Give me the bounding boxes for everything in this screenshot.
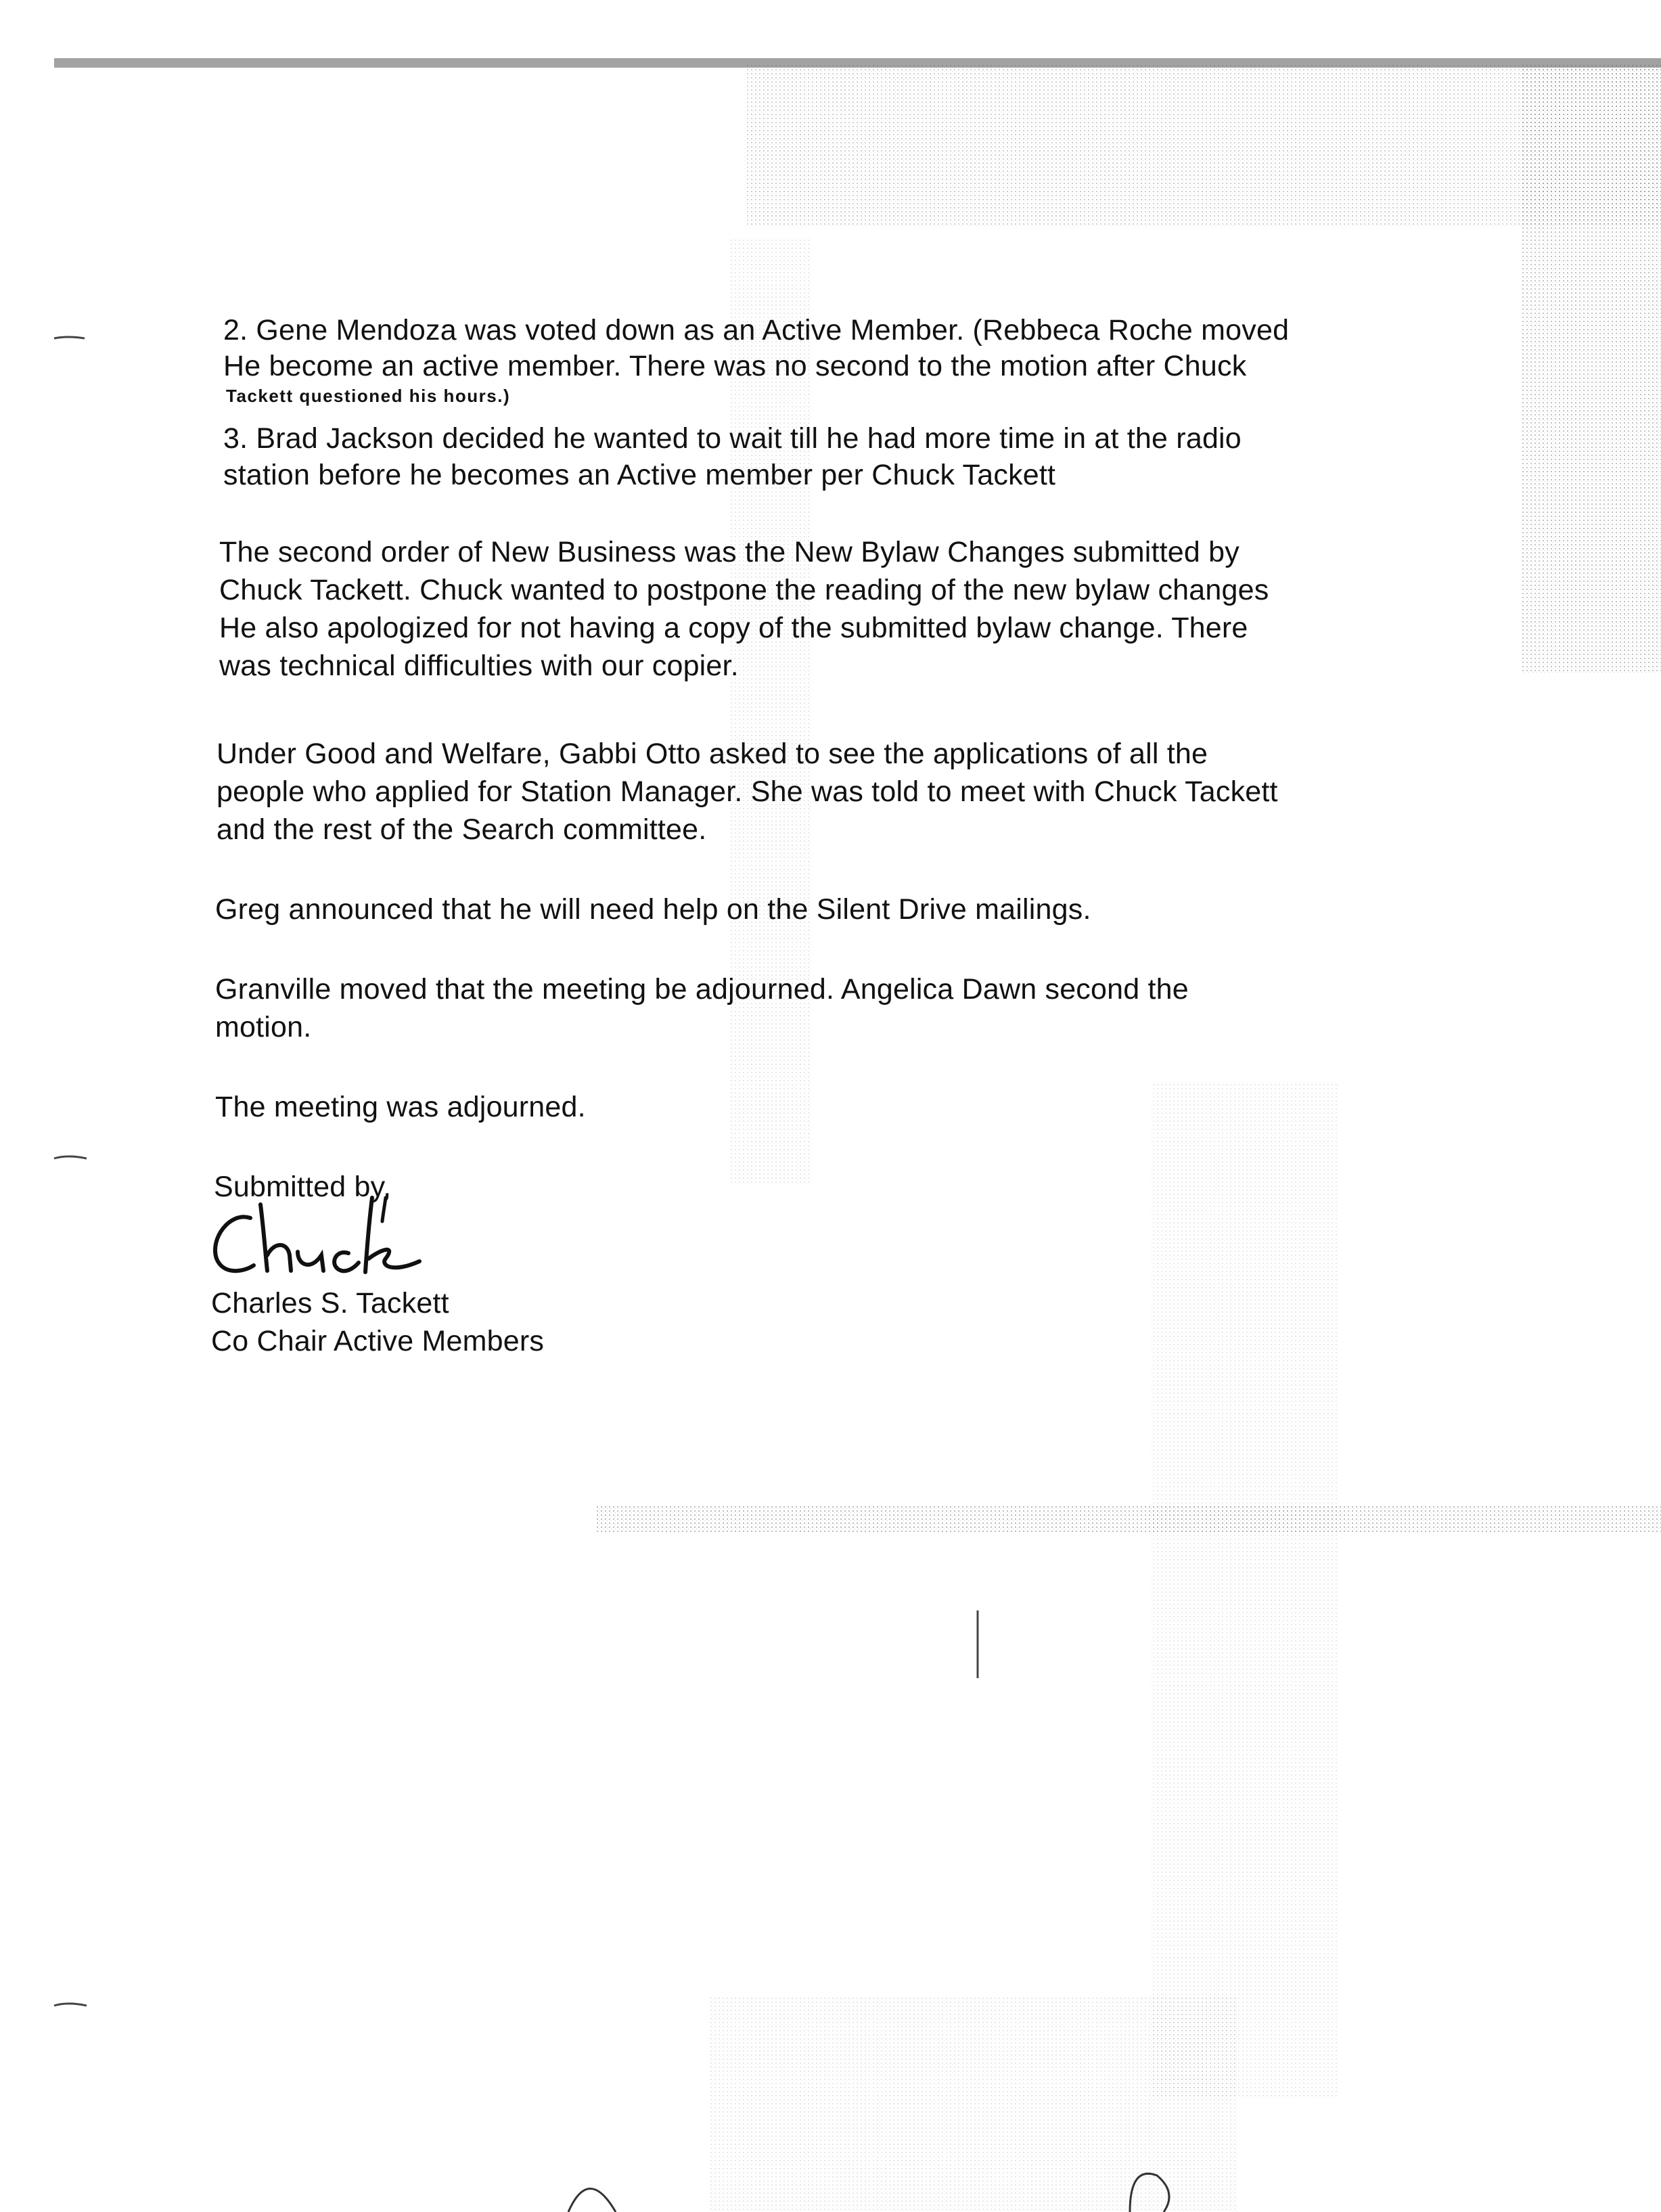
- bylaw-line2: Chuck Tackett. Chuck wanted to postpone the reading of the new bylaw changes: [219, 574, 1269, 606]
- welfare-line3: and the rest of the Search committee.: [217, 813, 707, 846]
- item3-line1: 3. Brad Jackson decided he wanted to wait till he had more time in at the radio: [223, 422, 1242, 455]
- greg-paragraph: Greg announced that he will need help on the Silent Drive mailings.: [215, 893, 1091, 926]
- signature-chuck: [203, 1191, 447, 1286]
- bylaw-line4: was technical difficulties with our copier.: [219, 650, 739, 682]
- signer-name: Charles S. Tackett: [211, 1287, 449, 1319]
- item2-note: Tackett questioned his hours.): [226, 386, 511, 406]
- item2-line2: He become an active member. There was no second to the motion after Chuck: [223, 350, 1247, 382]
- meeting-adjourned: The meeting was adjourned.: [215, 1091, 586, 1123]
- adjourn-line1: Granville moved that the meeting be adjourned. Angelica Dawn second the: [215, 973, 1189, 1006]
- welfare-line1: Under Good and Welfare, Gabbi Otto asked to see the applications of all the: [217, 738, 1208, 770]
- submitted-by: Submitted by,: [214, 1171, 392, 1203]
- adjourn-line2: motion.: [215, 1011, 312, 1043]
- item3-line2: station before he becomes an Active member per Chuck Tackett: [223, 459, 1056, 491]
- welfare-line2: people who applied for Station Manager. She was told to meet with Chuck Tackett: [217, 775, 1278, 808]
- bylaw-line3: He also apologized for not having a copy of the submitted bylaw change. There: [219, 612, 1248, 644]
- signer-title: Co Chair Active Members: [211, 1325, 545, 1357]
- bylaw-line1: The second order of New Business was the New Bylaw Changes submitted by: [219, 536, 1239, 568]
- item2-line1: 2. Gene Mendoza was voted down as an Active Member. (Rebbeca Roche moved: [223, 314, 1290, 346]
